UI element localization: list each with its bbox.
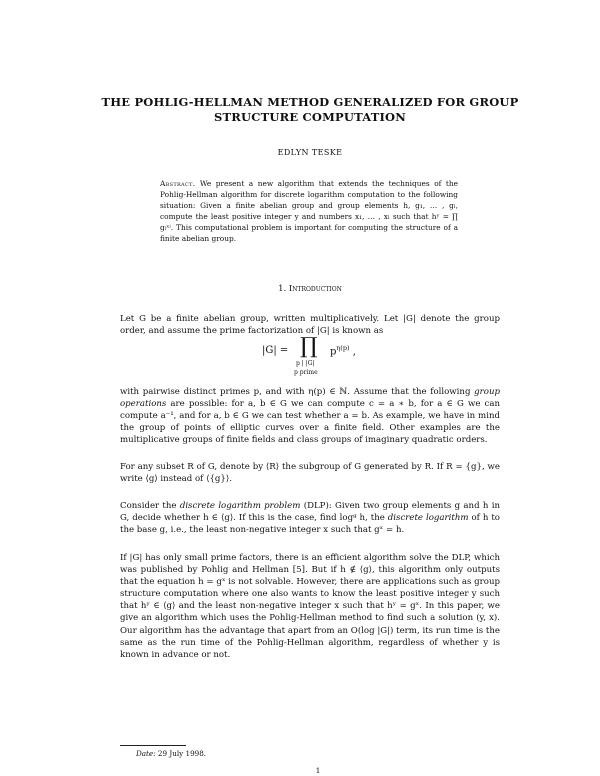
- abstract-label: Abstract.: [160, 179, 196, 188]
- product-symbol: ∏: [300, 334, 318, 359]
- abstract-text: We present a new algorithm that extends the techniques of the Pohlig-Hellman algorithm for discrete logarithm computation to the following situation: Given a finite abelian group and group elements h, g₁, … , gₗ, compute the least positive integer y and numbers x₁, … , xₗ such that hʸ = ∏ gᵢˣⁱ. This computational problem is important for computing the structure of a finite abelian group.: [160, 179, 458, 243]
- section-heading: [0, 284, 600, 294]
- footnote-date: 29 July 1998.: [157, 749, 207, 758]
- title-line-1: THE POHLIG-HELLMAN METHOD GENERALIZED FOR GROUP: [101, 95, 519, 109]
- formula-comma: ,: [352, 346, 356, 358]
- abstract: [160, 178, 458, 244]
- formula-base: p: [330, 346, 337, 358]
- formula-exponent: η(p): [336, 344, 350, 352]
- paragraph-2: For any subset R of G, denote by ⟨R⟩ the subgroup of G generated by R. If R = {g}, we write ⟨g⟩ instead of ⟨{g}⟩.: [120, 462, 500, 485]
- formula-lhs: |G| =: [262, 345, 289, 356]
- paragraph-4: If |G| has only small prime factors, there is an efficient algorithm solve the DLP, which was published by Pohlig and Hellman [5]. But if h ∉ ⟨g⟩, this algorithm only outputs that the equation h = gˣ is not solvable. However, there are applications such as group structure computation where one also wants to know the least positive integer y such that hʸ ∈ ⟨g⟩ and the least non-negative integer x such that hʸ = gˣ. In this paper, we give an algorithm which uses the Pohlig-Hellman method to find such a solution (y, x). Our algorithm has the advantage that apart from an O(log |G|) term, its run time is the same as the run time of the Pohlig-Hellman algorithm, regardless of whether y is known in advance or not.: [120, 553, 500, 660]
- footnote-label: Date:: [136, 749, 156, 758]
- p3-mid: (DLP): Given two group elements g and h in G, decide whether h ∈ ⟨g⟩. If this is the case, find logᵍ h, the: [120, 501, 500, 524]
- author-name: EDLYN TESKE: [277, 148, 343, 157]
- p3-emphasis-1: discrete logarithm problem: [179, 501, 301, 511]
- footnote: [136, 749, 206, 758]
- group-order-formula: [262, 334, 402, 384]
- paragraph-3: [120, 500, 500, 536]
- p1b-emphasis: group operations: [120, 387, 500, 410]
- section-number: 1.: [278, 284, 287, 294]
- paper-title: [100, 95, 520, 125]
- formula-subscript-1: p | |G|: [296, 360, 315, 367]
- paragraph-1b: [120, 386, 500, 446]
- formula-term: [330, 344, 356, 357]
- p1b-end: are possible: for a, b ∈ G we can compute c = a ∗ b, for a ∈ G we can compute a⁻¹, and for a, b ∈ G we can test whether a = b. As example, we have in mind the group of points of elliptic curves over a finite field. Other examples are the multiplicative groups of finite fields and class groups of imaginary quadratic orders.: [120, 399, 500, 446]
- p3-start: Consider the: [120, 501, 180, 511]
- formula-subscript-2: p prime: [294, 369, 318, 376]
- p3-end: of h to the base g, i.e., the least non-negative integer x such that gˣ = h.: [120, 513, 500, 536]
- paragraph-1a: Let G be a finite abelian group, written multiplicatively. Let |G| denote the group order, and assume the prime factorization of |G| is known as: [120, 314, 500, 337]
- page-number: 1: [315, 766, 321, 775]
- footnote-divider: [120, 745, 186, 746]
- p3-emphasis-2: discrete logarithm: [387, 513, 469, 524]
- p1b-start: with pairwise distinct primes p, and with η(p) ∈ ℕ. Assume that the following: [120, 387, 475, 397]
- section-title: Introduction: [288, 284, 342, 294]
- title-line-2: STRUCTURE COMPUTATION: [214, 110, 406, 124]
